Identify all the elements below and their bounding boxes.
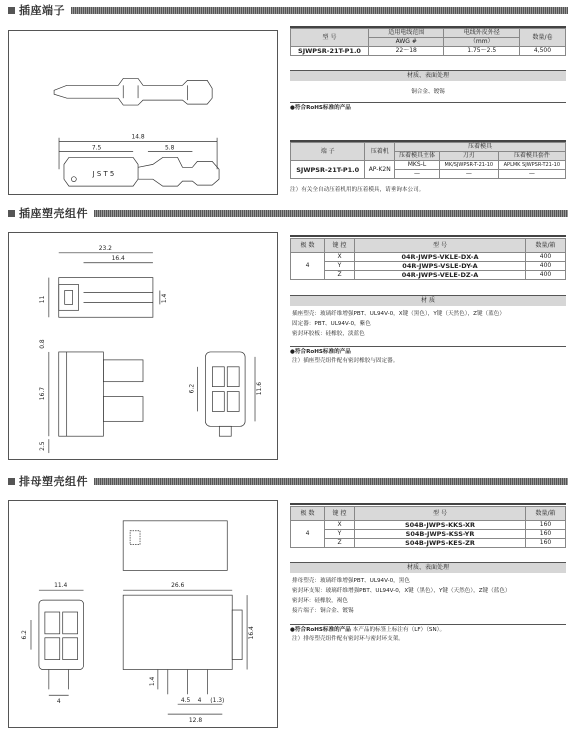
- crimp-tool-table: [290, 142, 566, 179]
- qty-y: 160: [526, 530, 566, 539]
- material-line-1: 插座塑壳：玻璃纤维增强PBT、UL94V-0，X键（黑色），Y键（天然色），Z键（蓝色）: [292, 311, 505, 317]
- col-kit: 压着模具套件: [498, 152, 565, 161]
- tool-blade-1: MK/SJWPSR-T-21-10: [439, 161, 498, 170]
- dim-26-6: 26.6: [171, 582, 185, 590]
- awg-value: 22～18: [369, 47, 444, 56]
- col-blade: 刀刃: [439, 152, 498, 161]
- dim-12-8: 12.8: [188, 717, 203, 725]
- poles-value: 4: [291, 521, 325, 548]
- model-y: 04R-JWPS-VSLE-DY-A: [355, 262, 526, 271]
- rohs-note: [290, 102, 566, 113]
- header-drawing: [8, 500, 278, 728]
- key-y: Y: [325, 530, 355, 539]
- dim-11-4: 11.4: [54, 582, 68, 590]
- rohs-label: ●符合RoHS标准的产品: [290, 349, 351, 355]
- dim-right: 5.8: [164, 145, 175, 152]
- col-model: 型 号: [355, 239, 526, 253]
- model-z: 04R-JWPS-VELE-DZ-A: [355, 271, 526, 280]
- material-band: 材质、表面处理: [290, 562, 566, 573]
- col-die-body: 压着模具主体: [395, 152, 440, 161]
- section-marker: [8, 7, 15, 14]
- section-title: 排母塑壳组件: [19, 475, 88, 488]
- col-crimper: 压着机: [365, 143, 395, 161]
- dim-0-8: 0.8: [38, 339, 46, 349]
- section-bar: [94, 210, 568, 217]
- qty-value: 4,500: [519, 47, 565, 56]
- model-y: S04B-JWPS-KSS-YR: [355, 530, 526, 539]
- dim-11-6: 11.6: [255, 382, 263, 396]
- rohs-note: [290, 624, 566, 635]
- terminal-drawing: [8, 30, 278, 195]
- dim-16-4: 16.4: [111, 254, 125, 262]
- tool-note: 注）有关全自动压着机用的压着模具，请垂询本公司。: [290, 187, 425, 193]
- dim-1-4: 1.4: [148, 676, 156, 687]
- key-x: X: [325, 253, 355, 262]
- receptacle-drawing: [8, 232, 278, 460]
- dim-6-2: 6.2: [21, 630, 29, 640]
- tool-kit-1: APLMK SJWPSR-T21-10: [498, 161, 565, 170]
- dim-1-4: 1.4: [160, 293, 168, 304]
- col-die: 压着模具: [395, 143, 566, 152]
- od-value: 1.75～2.5: [444, 47, 519, 56]
- section-bar: [94, 478, 568, 485]
- dim-left: 7.5: [91, 145, 102, 152]
- dim-4-side: 4: [197, 697, 202, 705]
- section-title: 插座端子: [19, 4, 65, 17]
- section-bar: [71, 7, 568, 14]
- material-line-3: 密封环：硅橡胶，褐色: [292, 598, 348, 604]
- table-topline: [290, 503, 566, 505]
- receptacle-note: 注）插座塑壳组件配有密封橡胶与固定器。: [292, 358, 399, 364]
- tool-kit-2: —: [498, 170, 565, 179]
- qty-x: 400: [526, 253, 566, 262]
- rohs-label: ●符合RoHS标准的产品: [290, 627, 351, 633]
- key-z: Z: [325, 271, 355, 280]
- tool-terminal: SJWPSR-21T-P1.0: [291, 161, 365, 179]
- col-range: 适用电线范围: [369, 29, 444, 38]
- col-qty: 数量/箱: [526, 239, 566, 253]
- col-qty: 数量/卷: [519, 29, 565, 47]
- col-terminal: 端 子: [291, 143, 365, 161]
- material-text: 铜合金、镀锡: [411, 89, 445, 95]
- col-model: 型 号: [355, 507, 526, 521]
- qty-x: 160: [526, 521, 566, 530]
- dim-16-7: 16.7: [38, 386, 46, 401]
- material-line-1: 排母塑壳：玻璃纤维增强PBT、UL94V-0，黑色: [292, 578, 410, 584]
- qty-z: 160: [526, 539, 566, 548]
- dim-6-2: 6.2: [188, 383, 196, 394]
- key-y: Y: [325, 262, 355, 271]
- header-table: [290, 506, 566, 548]
- model-x: S04B-JWPS-KKS-XR: [355, 521, 526, 530]
- qty-z: 400: [526, 271, 566, 280]
- dim-4-front: 4: [56, 698, 61, 706]
- receptacle-table: [290, 238, 566, 280]
- col-od: 电线外皮外径: [444, 29, 519, 38]
- material-band: 材质、表面处理: [290, 70, 566, 81]
- material-band: 材 质: [290, 295, 566, 306]
- key-x: X: [325, 521, 355, 530]
- col-key: 键 控: [325, 507, 355, 521]
- dim-4-5: 4.5: [180, 697, 191, 705]
- section-marker: [8, 210, 15, 217]
- rohs-label: ●符合RoHS标准的产品: [290, 105, 351, 111]
- header-note: 注）排母塑壳组件配有密封环与密封环支架。: [292, 636, 404, 642]
- section-title: 插座塑壳组件: [19, 207, 88, 220]
- tool-crimper: AP-K2N: [365, 161, 395, 179]
- key-z: Z: [325, 539, 355, 548]
- dim-11: 11: [38, 295, 46, 304]
- dim-16-4: 16.4: [248, 626, 256, 640]
- col-mm: （mm）: [444, 38, 519, 47]
- section-header-header: [8, 474, 568, 488]
- tool-body-1: MKS-L: [395, 161, 440, 170]
- material-line-2: 密封环支架：玻璃纤维增强PBT、UL94V-0，X键（黑色），Y键（天然色），Z键（蓝色）: [292, 588, 511, 594]
- material-line-3: 密封环胶板：硅橡胶，淡蓝色: [292, 331, 365, 337]
- qty-y: 400: [526, 262, 566, 271]
- col-qty: 数量/箱: [526, 507, 566, 521]
- table-topline: [290, 235, 566, 237]
- model-z: S04B-JWPS-KES-ZR: [355, 539, 526, 548]
- header-drawing-svg: [9, 501, 277, 727]
- section-marker: [8, 478, 15, 485]
- dim-total: 14.8: [131, 134, 145, 141]
- model-x: 04R-JWPS-VKLE-DX-A: [355, 253, 526, 262]
- col-awg: AWG #: [369, 38, 444, 47]
- dim-23-2: 23.2: [98, 244, 112, 252]
- col-poles: 极 数: [291, 239, 325, 253]
- rohs-tail: 本产品的标签上标注有（LF）（SN）。: [350, 627, 446, 633]
- col-model: 型 号: [291, 29, 369, 47]
- section-header-terminal: [8, 3, 568, 17]
- rohs-note: [290, 346, 566, 357]
- dim-2-5: 2.5: [38, 441, 46, 451]
- material-line-2: 固定器：PBT、UL94V-0，紫色: [292, 321, 371, 327]
- tool-blade-2: —: [439, 170, 498, 179]
- material-line-4: 接片端子：铜合金、镀锡: [292, 608, 354, 614]
- tool-body-2: —: [395, 170, 440, 179]
- receptacle-drawing-svg: [9, 233, 277, 459]
- section-header-receptacle: [8, 206, 568, 220]
- dim-1-3: (1.3): [210, 697, 225, 705]
- terminal-drawing-svg: [9, 31, 277, 194]
- col-poles: 极 数: [291, 507, 325, 521]
- terminal-model: SJWPSR-21T-P1.0: [291, 47, 369, 56]
- terminal-marking: J S T 5: [92, 170, 115, 179]
- col-key: 键 控: [325, 239, 355, 253]
- poles-value: 4: [291, 253, 325, 280]
- terminal-spec-table: [290, 28, 566, 56]
